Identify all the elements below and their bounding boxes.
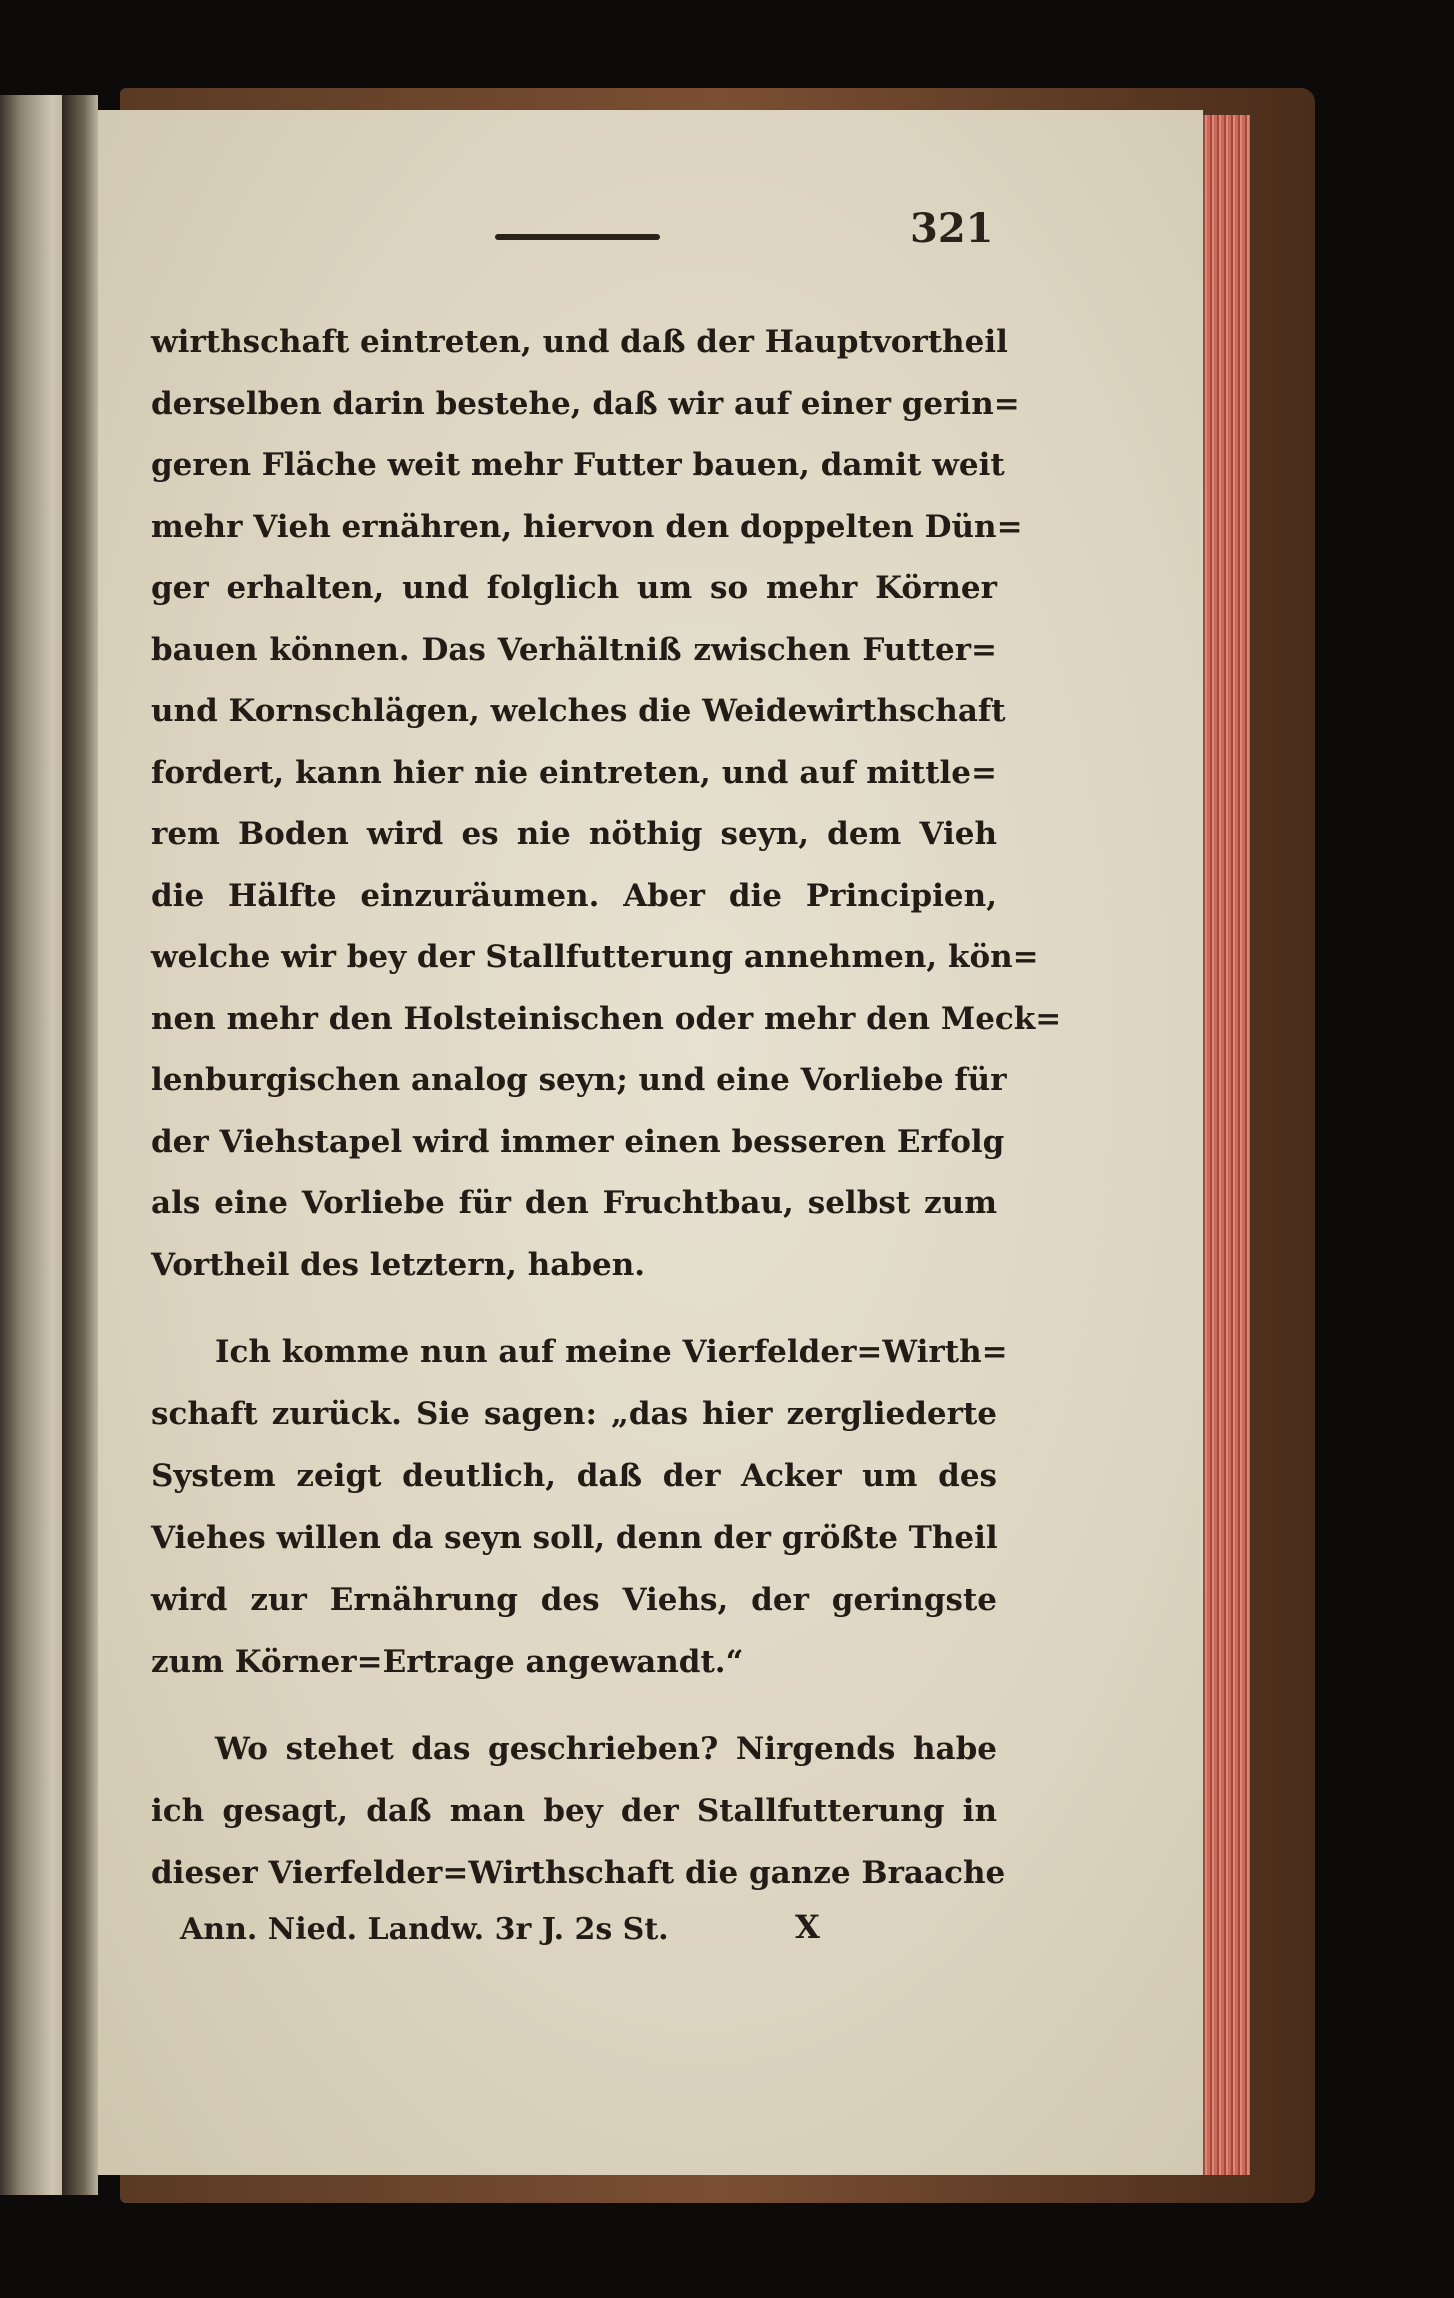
text-line: ger erhalten, und folglich um so mehr Körner bbox=[151, 570, 997, 606]
text-line: Wo stehet das geschrieben? Nirgends habe bbox=[215, 1731, 997, 1767]
text-line: derselben darin bestehe, daß wir auf einer gerin= bbox=[151, 385, 1020, 422]
text-line: als eine Vorliebe für den Fruchtbau, selbst zum bbox=[151, 1185, 997, 1221]
text-line: und Kornschlägen, welches die Weidewirthschaft bbox=[151, 693, 1006, 729]
page-edges bbox=[1200, 115, 1250, 2175]
text-line: nen mehr den Holsteinischen oder mehr den Meck= bbox=[151, 1000, 1062, 1037]
text-line: lenburgischen analog seyn; und eine Vorliebe für bbox=[151, 1062, 1007, 1098]
text-line: System zeigt deutlich, daß der Acker um des bbox=[151, 1458, 997, 1494]
signature-line: Ann. Nied. Landw. 3r J. 2s St. bbox=[180, 1912, 669, 1947]
text-line: wirthschaft eintreten, und daß der Hauptvortheil bbox=[151, 324, 1008, 360]
text-line: Vortheil des letztern, haben. bbox=[151, 1246, 646, 1283]
text-line: schaft zurück. Sie sagen: „das hier zergliederte bbox=[151, 1396, 997, 1432]
page-number: 321 bbox=[910, 205, 994, 252]
text-line: fordert, kann hier nie eintreten, und auf mittle= bbox=[151, 754, 997, 791]
text-line: der Viehstapel wird immer einen besseren Erfolg bbox=[151, 1123, 1005, 1160]
text-line: welche wir bey der Stallfutterung annehmen, kön= bbox=[151, 939, 1039, 975]
text-line: Ich komme nun auf meine Vierfelder=Wirth= bbox=[215, 1334, 1008, 1370]
text-line: geren Fläche weit mehr Futter bauen, damit weit bbox=[151, 447, 1005, 483]
text-line: ich gesagt, daß man bey der Stallfutterung in bbox=[151, 1793, 997, 1829]
text-line: Viehes willen da seyn soll, denn der größte Theil bbox=[151, 1520, 998, 1556]
text-line: zum Körner=Ertrage angewandt.“ bbox=[151, 1644, 744, 1680]
left-page-edge bbox=[0, 95, 70, 2195]
text-line: mehr Vieh ernähren, hiervon den doppelten Dün= bbox=[151, 508, 1023, 545]
text-line: dieser Vierfelder=Wirthschaft die ganze Braache bbox=[151, 1855, 1006, 1891]
text-line: bauen können. Das Verhältniß zwischen Futter= bbox=[151, 631, 997, 668]
text-line: wird zur Ernährung des Viehs, der geringste bbox=[151, 1582, 997, 1618]
book-gutter bbox=[62, 95, 98, 2195]
text-line: die Hälfte einzuräumen. Aber die Principien, bbox=[151, 877, 997, 914]
signature-mark: X bbox=[795, 1908, 820, 1946]
header-rule bbox=[495, 234, 660, 240]
text-line: rem Boden wird es nie nöthig seyn, dem Vieh bbox=[151, 816, 997, 852]
